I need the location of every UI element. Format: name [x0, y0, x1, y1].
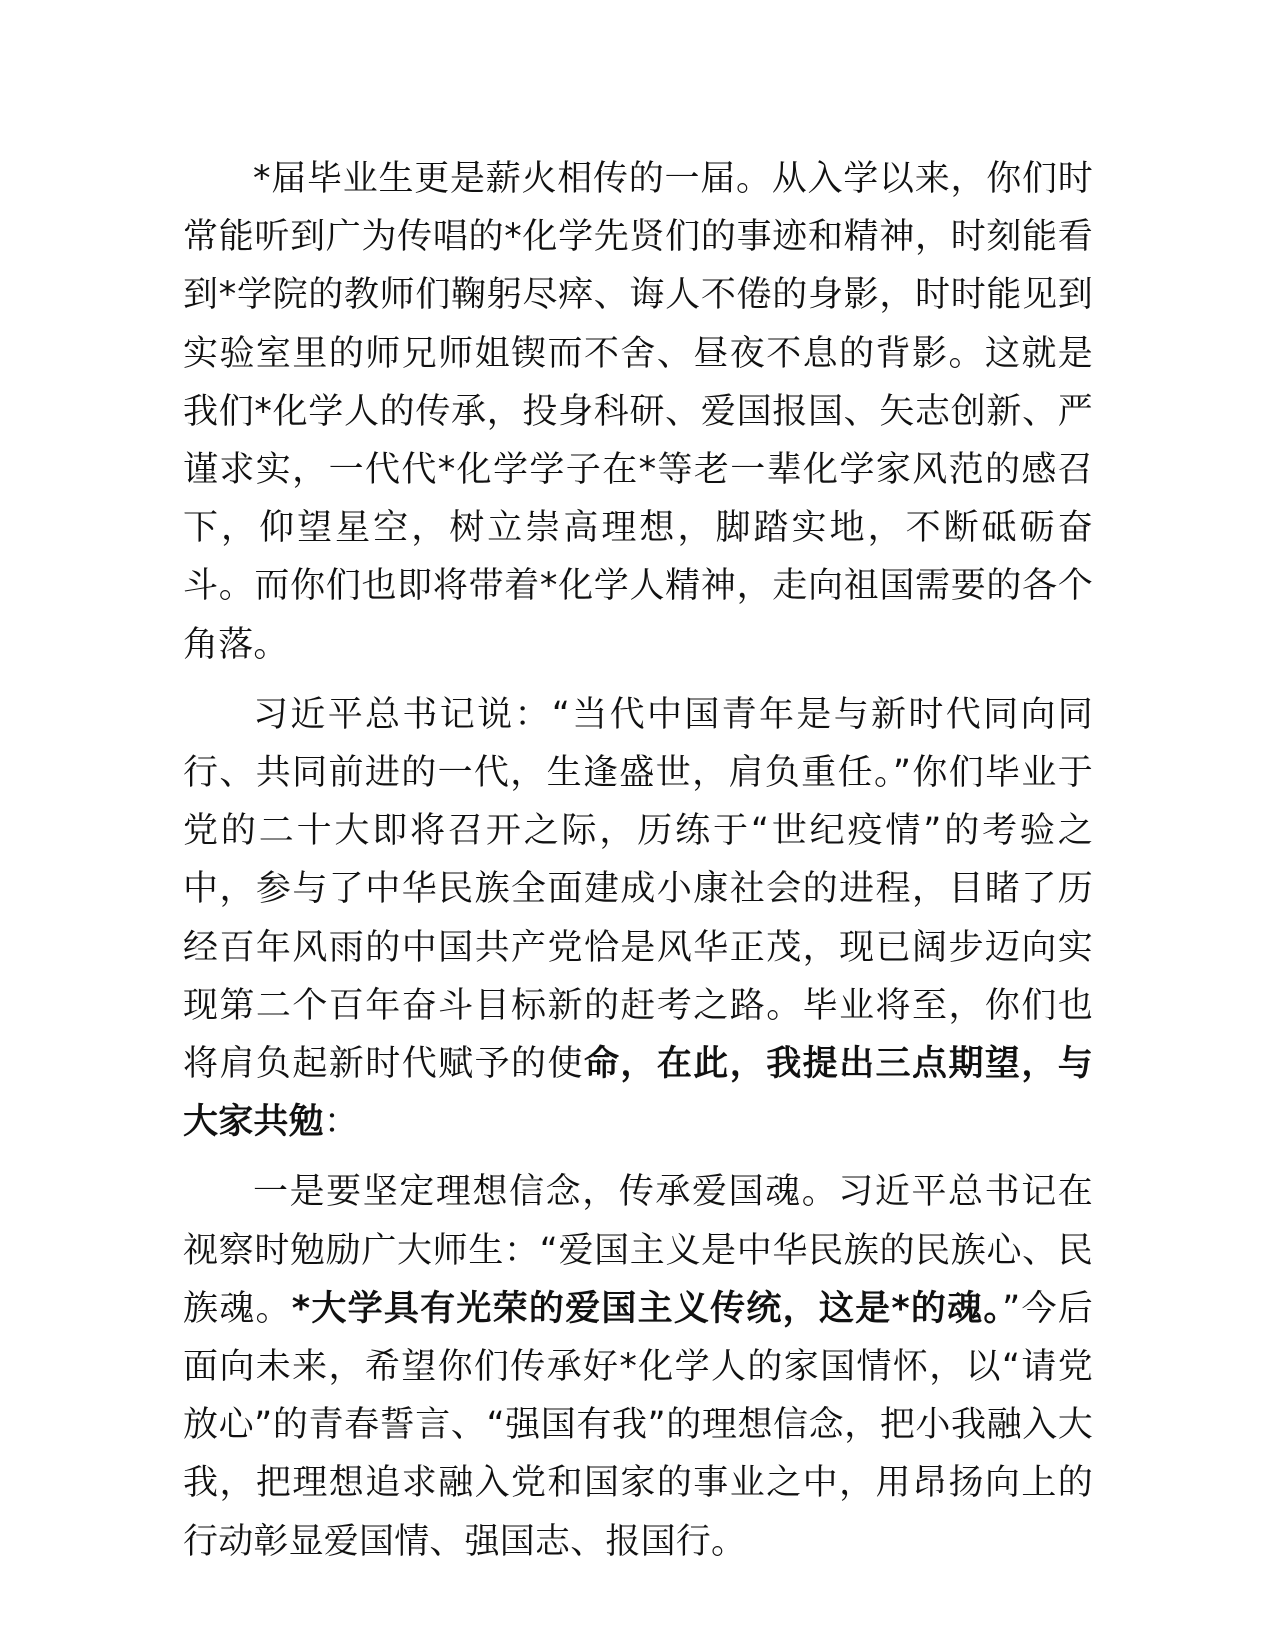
paragraph-ideals [183, 1163, 1093, 1570]
paragraph-text: ： [323, 1102, 360, 1143]
paragraph-text: 一是要坚定理想信念，传承爱国魂。习近平总书记在视察时勉励广大师生：“爱国主义是中华民族的民族心、民族魂。 [183, 1172, 1093, 1329]
document-body [183, 150, 1093, 1583]
paragraph-bold-text: 命，在此，我提出三点期望，与大家共勉 [183, 1044, 1093, 1143]
paragraph-text: *届毕业生更是薪火相传的一届。从入学以来，你们时常能听到广为传唱的*化学先贤们的事迹和精神，时刻能看到*学院的教师们鞠躬尽瘁、诲人不倦的身影，时时能见到实验室里的师兄师姐锲而不舍、昼夜不息的背影。这就是我们*化学人的传承，投身科研、爱国报国、矢志创新、严谨求实，一代代*化学学子在*等老一辈化学家风范的感召下，仰望星空，树立崇高理想，脚踏实地，不断砥砺奋斗。而你们也即将带着*化学人精神，走向祖国需要的各个角落。 [183, 159, 1093, 665]
paragraph-bold-text: *大学具有光荣的爱国主义传统，这是*的魂。 [291, 1288, 1003, 1329]
paragraph-legacy [183, 150, 1093, 674]
paragraph-era [183, 686, 1093, 1152]
paragraph-text: 习近平总书记说：“当代中国青年是与新时代同向同行、共同前进的一代，生逢盛世，肩负重任。”你们毕业于党的二十大即将召开之际，历练于“世纪疫情”的考验之中，参与了中华民族全面建成小康社会的进程，目睹了历经百年风雨的中国共产党恰是风华正茂，现已阔步迈向实现第二个百年奋斗目标新的赶考之路。毕业将至，你们也将肩负起新时代赋予的使 [183, 694, 1093, 1085]
paragraph-text: ”今后面向未来，希望你们传承好*化学人的家国情怀，以“请党放心”的青春誓言、“强国有我”的理想信念，把小我融入大我，把理想追求融入党和国家的事业之中，用昂扬向上的行动彰显爱国情、强国志、报国行。 [183, 1288, 1094, 1562]
